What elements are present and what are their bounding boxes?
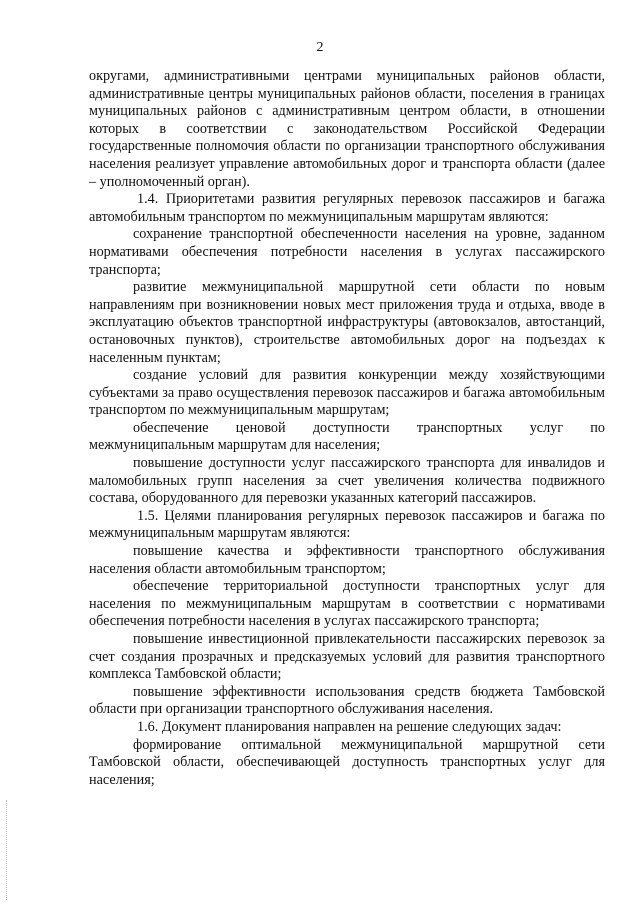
- list-item: формирование оптимальной межмуниципальной маршрутной сети Тамбовской области, обеспечивающей доступность транспортных услуг для населения;: [89, 736, 605, 788]
- paragraph-1-4: 1.4. Приоритетами развития регулярных перевозок пассажиров и багажа автомобильным транспортом по межмуниципальным маршрутам являются:: [89, 191, 605, 225]
- list-item: повышение инвестиционной привлекательности пассажирских перевозок за счет создания прозрачных и предсказуемых условий для развития транспортного комплекса Тамбовской области;: [89, 631, 605, 683]
- paragraph-continuation: округами, административными центрами муниципальных районов области, административные центры муниципальных районов области, поселения в границах муниципальных районов с административным центром области, в отношении которых в соответствии с законодательством Российской Федерации государственные полномочия области по организации транспортного обслуживания населения реализует управление автомобильных дорог и транспорта области (далее – уполномоченный орган).: [89, 68, 605, 190]
- list-item: сохранение транспортной обеспеченности населения на уровне, заданном нормативами обеспечения потребности населения в услугах пассажирского транспорта;: [89, 226, 605, 278]
- list-item: создание условий для развития конкуренции между хозяйствующими субъектами за право осуществления перевозок пассажиров и багажа автомобильным транспортом по межмуниципальным маршрутам;: [89, 367, 605, 419]
- list-item: повышение качества и эффективности транспортного обслуживания населения области автомобильным транспортом;: [89, 543, 605, 577]
- list-item: развитие межмуниципальной маршрутной сети области по новым направлениям при возникновении новых мест приложения труда и отдыха, вводе в эксплуатацию объектов транспортной инфраструктуры (автовокзалов, автостанций, остановочных пунктов), строительстве автомобильных дорог на подъездах к населенным пунктам;: [89, 279, 605, 366]
- list-item: повышение доступности услуг пассажирского транспорта для инвалидов и маломобильных групп населения за счет увеличения количества подвижного состава, оборудованного для перевозки указанных категорий пассажиров.: [89, 455, 605, 507]
- page-number: 2: [316, 40, 324, 55]
- document-body: [89, 68, 605, 789]
- list-item: обеспечение ценовой доступности транспортных услуг по межмуниципальным маршрутам для населения;: [89, 419, 605, 454]
- scan-edge-marks: [6, 800, 9, 900]
- list-item: обеспечение территориальной доступности транспортных услуг для населения по межмуниципальным маршрутам в соответствии с нормативами обеспечения потребности населения в услугах пассажирского транспорта;: [89, 578, 605, 630]
- list-item: повышение эффективности использования средств бюджета Тамбовской области при организации транспортного обслуживания населения.: [89, 683, 605, 718]
- paragraph-1-6: 1.6. Документ планирования направлен на решение следующих задач:: [137, 718, 562, 735]
- paragraph-1-5: 1.5. Целями планирования регулярных перевозок пассажиров и багажа по межмуниципальным маршрутам являются:: [89, 507, 605, 542]
